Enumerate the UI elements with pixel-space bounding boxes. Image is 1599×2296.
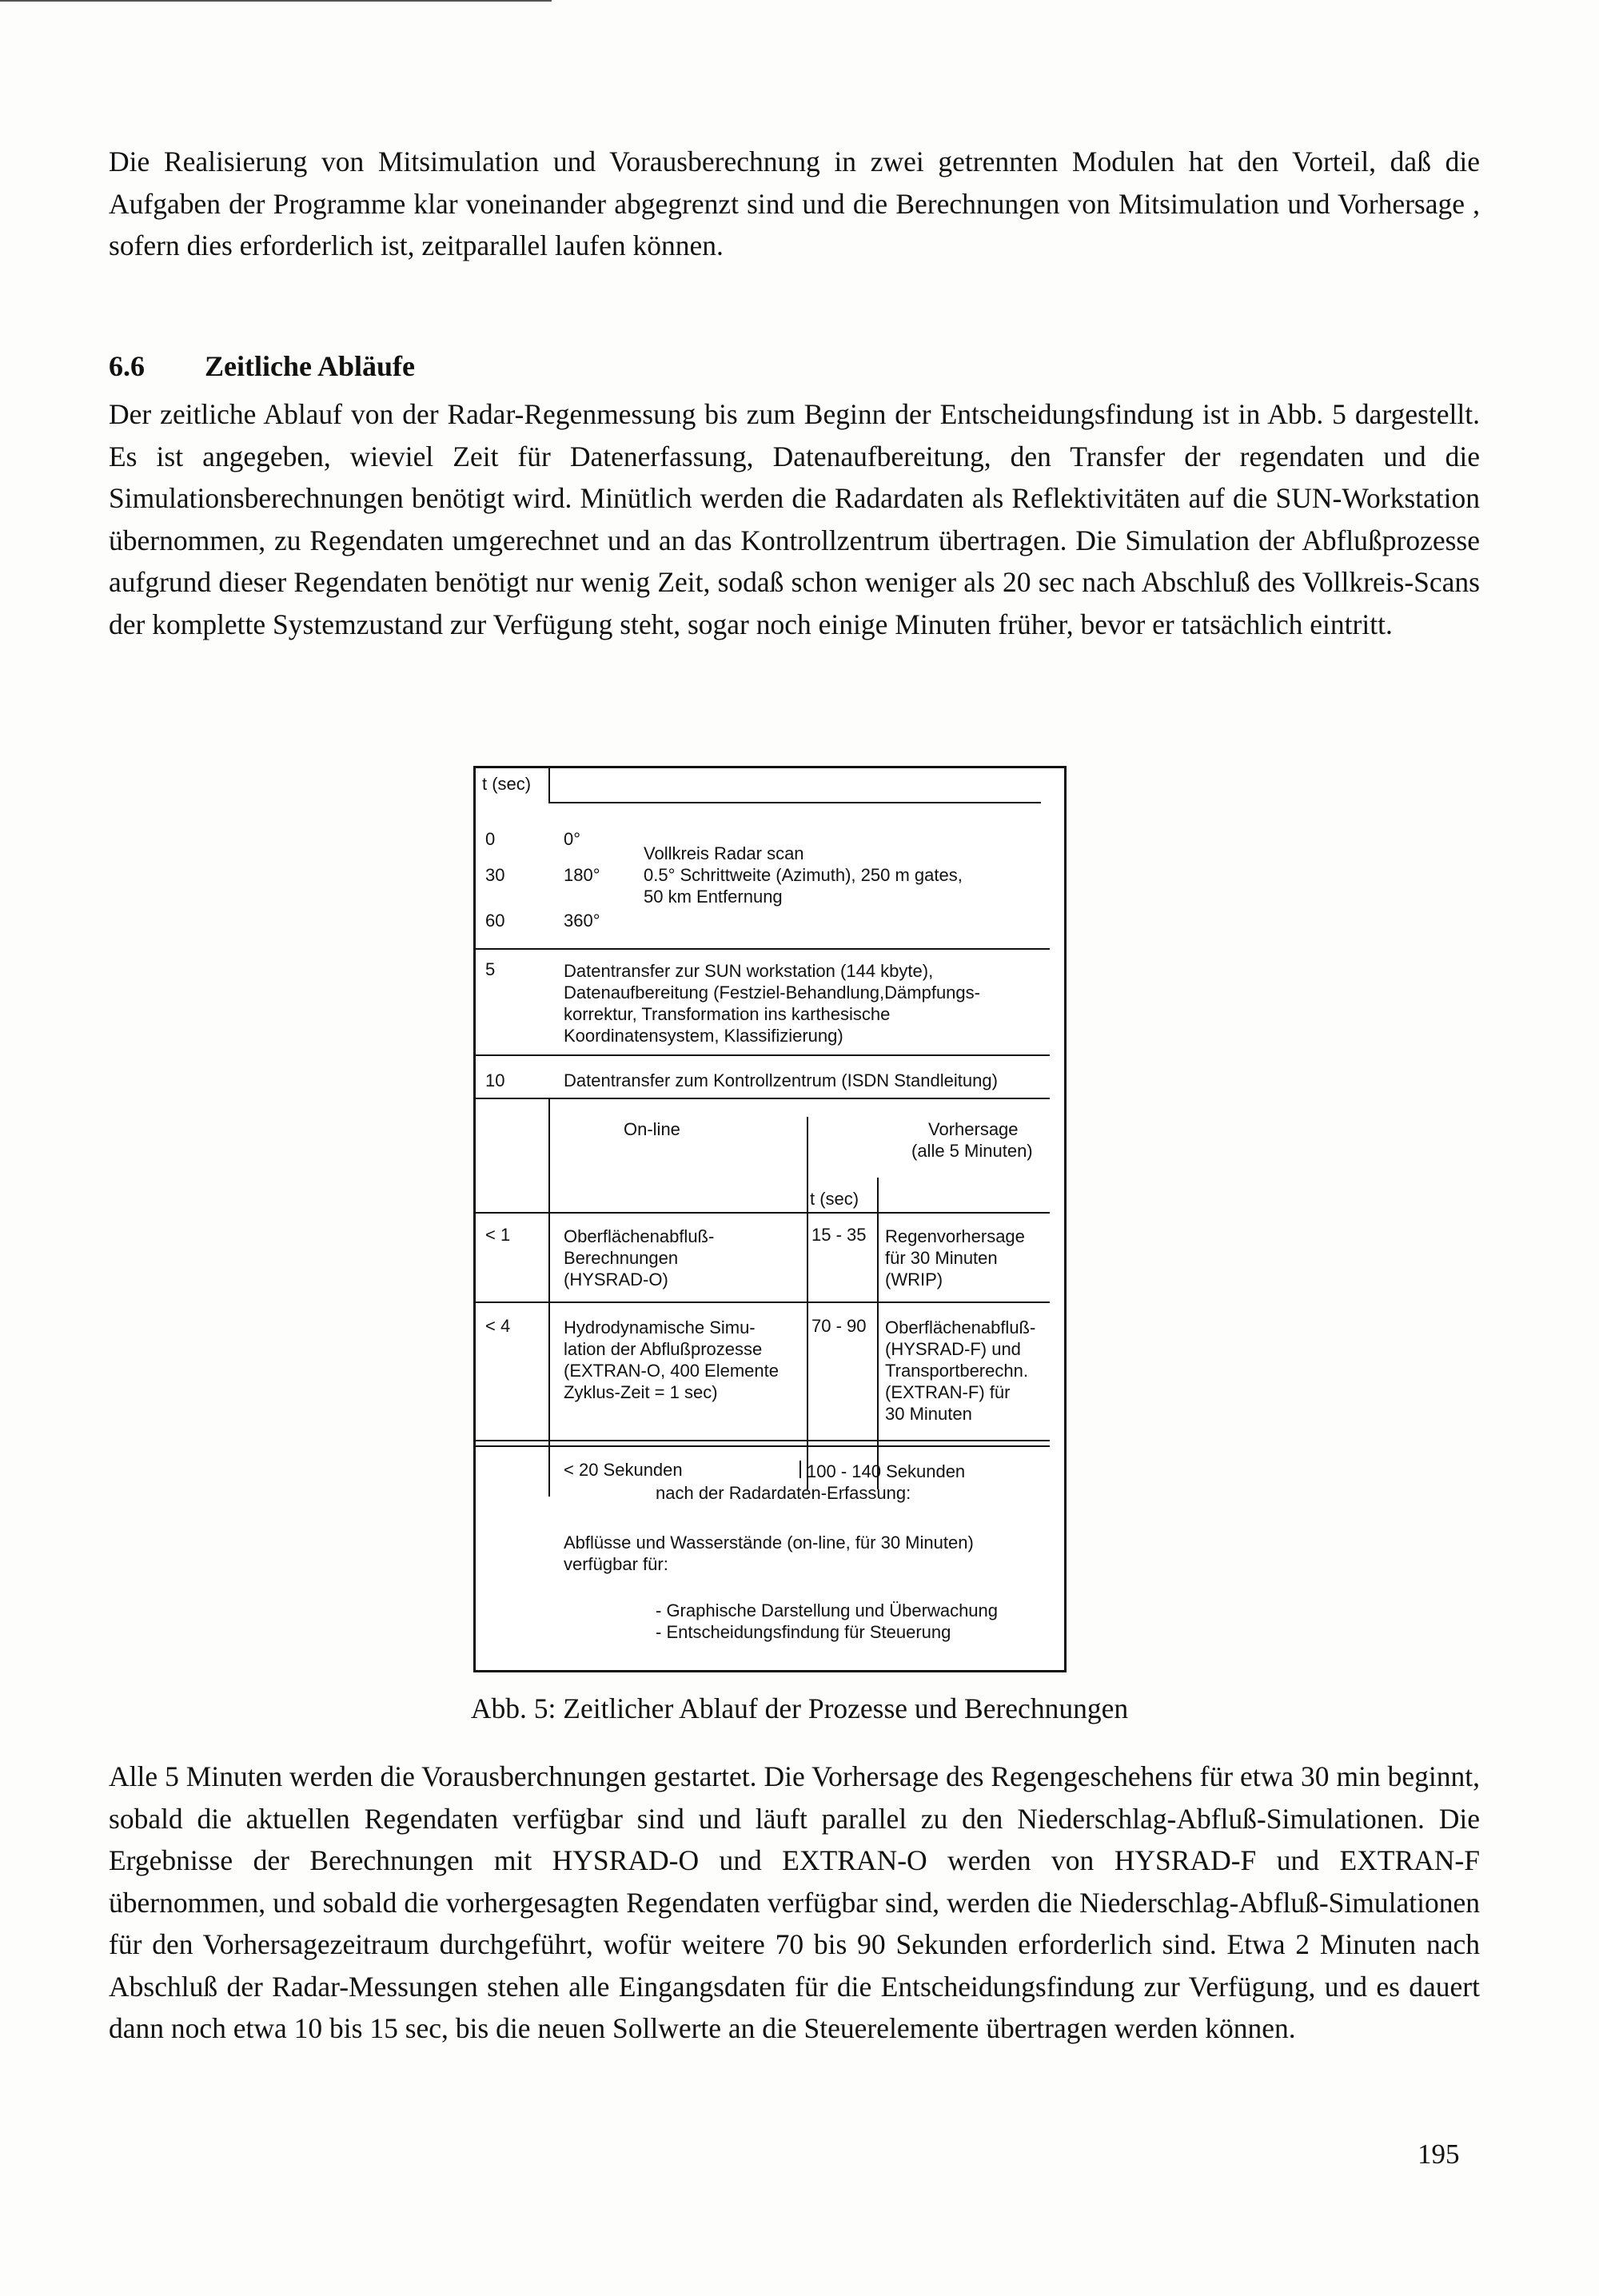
summary-avail-2: verfügbar für:	[564, 1554, 668, 1574]
transfer-line-3: korrektur, Transformation ins karthesische	[564, 1004, 891, 1024]
row1-online-3: (HYSRAD-O)	[564, 1270, 668, 1290]
rule-before-rows	[476, 1212, 1050, 1214]
row2-forecast-1: Oberflächenabfluß-	[885, 1317, 1036, 1337]
rule-after-row1	[476, 1301, 1050, 1303]
figure-timeline-diagram	[473, 766, 1067, 1672]
col-divider-t	[548, 1098, 550, 1497]
scan-angle-360: 360°	[564, 911, 600, 931]
mid-tsec: t (sec)	[810, 1189, 859, 1209]
forecast-header-1: Vorhersage	[928, 1119, 1019, 1139]
row2-online-3: (EXTRAN-O, 400 Elemente	[564, 1361, 779, 1381]
scan-range: 50 km Entfernung	[644, 887, 783, 907]
section-heading	[109, 349, 415, 383]
scan-t0: 0	[485, 829, 496, 849]
transfer-t: 5	[485, 959, 496, 979]
row2-online-2: lation der Abflußprozesse	[564, 1339, 763, 1359]
tsec-header: t (sec)	[482, 774, 532, 794]
transfer-line-1: Datentransfer zur SUN workstation (144 kbyte),	[564, 961, 934, 981]
row2-forecast-5: 30 Minuten	[885, 1404, 972, 1424]
summary-bullet-1: - Graphische Darstellung und Überwachung	[656, 1600, 999, 1620]
header-divider	[548, 768, 550, 803]
col-divider-online	[807, 1117, 808, 1489]
scan-angle-180: 180°	[564, 865, 600, 885]
transfer-line-2: Datenaufbereitung (Festziel-Behandlung,Dämpfungs-	[564, 983, 980, 1003]
online-header: On-line	[624, 1119, 680, 1139]
control-text: Datentransfer zum Kontrollzentrum (ISDN Standleitung)	[564, 1070, 998, 1090]
row1-t: < 1	[485, 1225, 511, 1245]
rule-after-transfer	[476, 1054, 1050, 1056]
row1-online-1: Oberflächenabfluß-	[564, 1226, 715, 1246]
figure-caption: Abb. 5: Zeitlicher Ablauf der Prozesse und Berechnungen	[470, 1692, 1129, 1724]
row1-forecast-3: (WRIP)	[885, 1270, 943, 1290]
header-rule	[548, 802, 1041, 803]
paragraph-timeline: Der zeitliche Ablauf von der Radar-Regenmessung bis zum Beginn der Entscheidungsfindung ist in Abb. 5 dargestellt. Es ist angegeben, wieviel Zeit für Datenerfassung, Datenaufbereitung, den Transfer der regendaten und die Simulationsberechnungen benötigt wird. Minütlich werden die Radardaten als Reflektivitäten auf die SUN-Workstation übernommen, zu Regendaten umgerechnet und an das Kontrollzentrum übertragen. Die Simulation der Abflußprozesse aufgrund dieser Regendaten benötigt nur wenig Zeit, sodaß schon weniger als 20 sec nach Abschluß des Vollkreis-Scans der komplette Systemzustand zur Verfügung steht, sogar noch einige Minuten früher, bevor er tatsächlich eintritt.	[109, 398, 1480, 640]
row2-range: 70 - 90	[811, 1316, 867, 1336]
summary-divider	[800, 1461, 801, 1478]
row1-range: 15 - 35	[811, 1225, 867, 1245]
forecast-header-2: (alle 5 Minuten)	[911, 1141, 1033, 1161]
row2-forecast-2: (HYSRAD-F) und	[885, 1339, 1021, 1359]
top-rule	[0, 0, 552, 2]
summary-after: nach der Radardaten-Erfassung:	[656, 1483, 911, 1503]
row1-forecast-2: für 30 Minuten	[885, 1248, 998, 1268]
page-number: 195	[1418, 2139, 1460, 2170]
summary-bullet-2: - Entscheidungsfindung für Steuerung	[656, 1622, 951, 1642]
scan-t30: 30	[485, 865, 505, 885]
row2-online-1: Hydrodynamische Simu-	[564, 1317, 756, 1337]
paragraph-intro: Die Realisierung von Mitsimulation und Vorausberechnung in zwei getrennten Modulen hat den Vorteil, daß die Aufgaben der Programme klar voneinander abgegrenzt sind und die Berechnungen von Mitsimulation und Vorhersage , sofern dies erforderlich ist, zeitparallel laufen können.	[109, 145, 1480, 261]
row2-forecast-4: (EXTRAN-F) für	[885, 1382, 1011, 1402]
section-number: 6.6	[109, 350, 145, 382]
summary-right: 100 - 140 Sekunden	[807, 1461, 966, 1481]
summary-avail-1: Abflüsse und Wasserstände (on-line, für 30 Minuten)	[564, 1533, 974, 1553]
scan-t60: 60	[485, 911, 505, 931]
scan-title: Vollkreis Radar scan	[644, 843, 804, 863]
summary-left: < 20 Sekunden	[564, 1460, 683, 1480]
row2-forecast-3: Transportberechn.	[885, 1361, 1028, 1381]
row2-t: < 4	[485, 1316, 511, 1336]
rule-after-scan	[476, 948, 1050, 950]
scan-detail: 0.5° Schrittweite (Azimuth), 250 m gates,	[644, 865, 963, 885]
transfer-line-4: Koordinatensystem, Klassifizierung)	[564, 1026, 843, 1046]
row1-forecast-1: Regenvorhersage	[885, 1226, 1025, 1246]
double-rule-top	[476, 1440, 1050, 1441]
scan-angle-0: 0°	[564, 829, 581, 849]
paragraph-forecast: Alle 5 Minuten werden die Vorausberchnungen gestartet. Die Vorhersage des Regengeschehens für etwa 30 min beginnt, sobald die aktuellen Regendaten verfügbar sind und läuft parallel zu den Niederschlag-Abfluß-Simulationen. Die Ergebnisse der Berechnungen mit HYSRAD-O und EXTRAN-O werden von HYSRAD-F und EXTRAN-F übernommen, und sobald die vorhergesagten Regendaten verfügbar sind, werden die Niederschlag-Abfluß-Simulationen für den Vorhersagezeitraum durchgeführt, wofür weitere 70 bis 90 Sekunden erforderlich sind. Etwa 2 Minuten nach Abschluß der Radar-Messungen stehen alle Eingangsdaten für die Entscheidungsfindung zur Verfügung, und es dauert dann noch etwa 10 bis 15 sec, bis die neuen Sollwerte an die Steuerelemente übertragen werden können.	[109, 1760, 1480, 2044]
section-title: Zeitliche Abläufe	[205, 350, 415, 382]
control-t: 10	[485, 1070, 505, 1090]
row2-online-4: Zyklus-Zeit = 1 sec)	[564, 1382, 718, 1402]
col-divider-range	[877, 1178, 879, 1489]
rule-after-control	[476, 1098, 1050, 1099]
double-rule-bottom	[476, 1445, 1050, 1447]
row1-online-2: Berechnungen	[564, 1248, 679, 1268]
